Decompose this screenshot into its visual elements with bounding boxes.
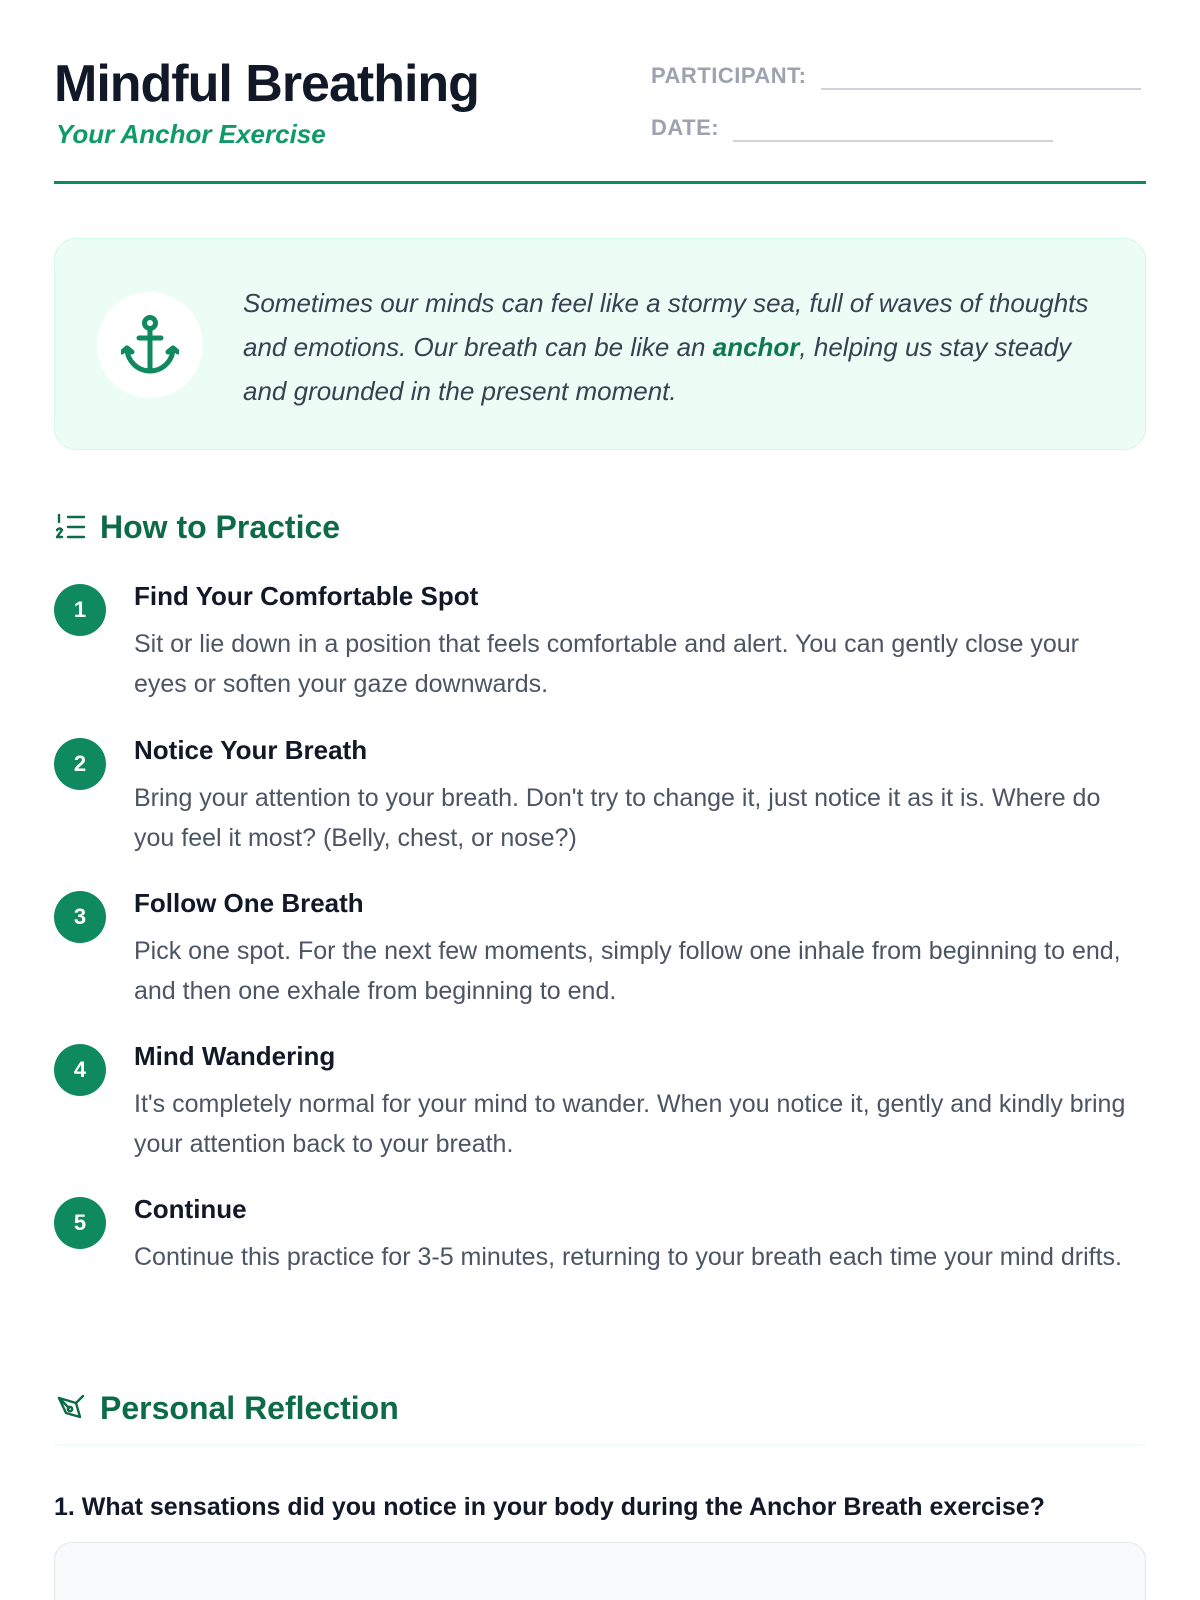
intro-text <box>243 281 1103 413</box>
intro-highlight: anchor <box>712 332 800 362</box>
step-title: Continue <box>134 1194 247 1224</box>
pen-icon <box>54 1391 88 1425</box>
page-subtitle: Your Anchor Exercise <box>56 119 326 149</box>
intro-box <box>54 238 1146 450</box>
step-number-badge: 2 <box>54 738 106 790</box>
practice-heading <box>54 507 340 547</box>
date-label: DATE: <box>651 115 720 140</box>
step-title: Mind Wandering <box>134 1041 336 1071</box>
step-description: Pick one spot. For the next few moments, simply follow one inhale from beginning to end, and then one exhale from beginning to end. <box>134 937 1121 1005</box>
step-title: Notice Your Breath <box>134 735 368 765</box>
participant-label: PARTICIPANT: <box>651 63 807 88</box>
participant-field[interactable] <box>821 66 1141 90</box>
date-row <box>651 114 1053 142</box>
section-divider <box>54 1444 1146 1446</box>
step-number-badge: 5 <box>54 1197 106 1249</box>
step-description: Bring your attention to your breath. Don't try to change it, just notice it as it is. Where do you feel it most? (Belly, chest, or nose?) <box>134 784 1101 852</box>
participant-row <box>651 62 1141 90</box>
step-description: Continue this practice for 3-5 minutes, returning to your breath each time your mind drifts. <box>134 1243 1122 1271</box>
step-description: It's completely normal for your mind to wander. When you notice it, gently and kindly bring your attention back to your breath. <box>134 1090 1126 1158</box>
step-number-badge: 1 <box>54 584 106 636</box>
anchor-icon <box>97 292 203 398</box>
worksheet-header <box>54 0 1146 184</box>
practice-heading-text: How to Practice <box>100 509 341 545</box>
step-number-badge: 4 <box>54 1044 106 1096</box>
step-number-badge: 3 <box>54 891 106 943</box>
reflection-heading <box>54 1388 399 1428</box>
page-title: Mindful Breathing <box>54 55 479 113</box>
numbered-list-icon <box>54 510 88 544</box>
reflection-answer-field[interactable] <box>54 1542 1146 1600</box>
worksheet-page <box>54 0 1146 1600</box>
reflection-question: 1. What sensations did you notice in your body during the Anchor Breath exercise? <box>54 1493 1045 1521</box>
intro-text-after: , helping us stay steady and grounded in the present moment. <box>243 332 1072 406</box>
step-description: Sit or lie down in a position that feels comfortable and alert. You can gently close your eyes or soften your gaze downwards. <box>134 630 1080 698</box>
date-field[interactable] <box>733 118 1053 142</box>
reflection-heading-text: Personal Reflection <box>100 1390 399 1426</box>
step-title: Follow One Breath <box>134 888 364 918</box>
step-title: Find Your Comfortable Spot <box>134 581 479 611</box>
intro-text-before: Sometimes our minds can feel like a stormy sea, full of waves of thoughts and emotions. Our breath can be like an <box>243 288 1089 362</box>
